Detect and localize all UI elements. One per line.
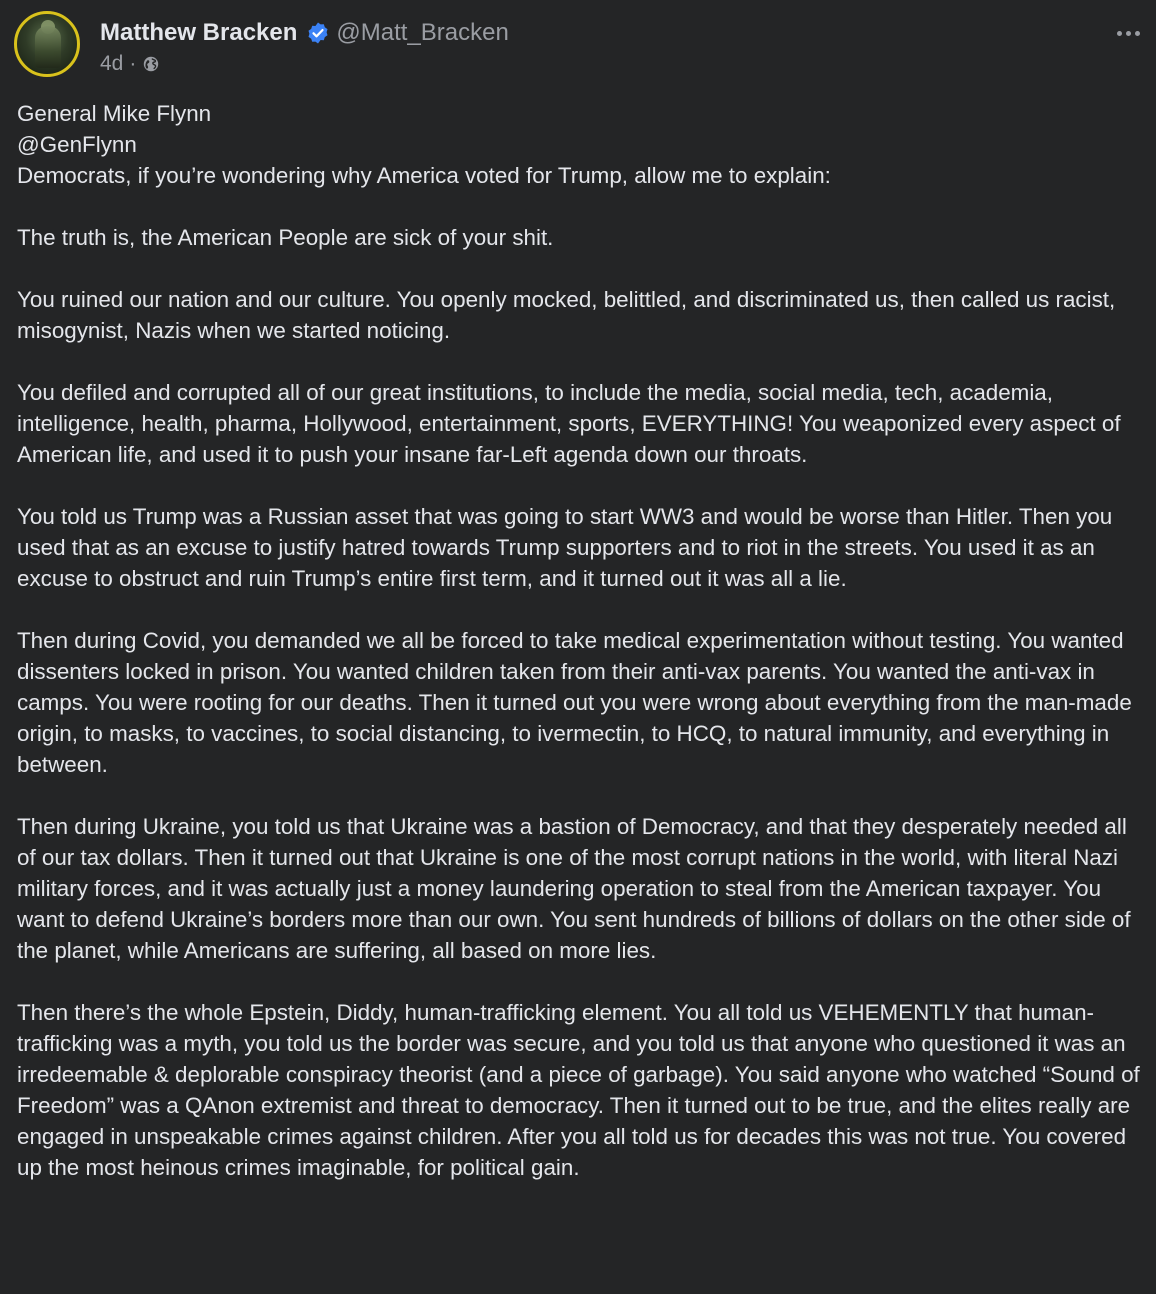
post-intro: Democrats, if you’re wondering why America voted for Trump, allow me to explain: bbox=[17, 163, 831, 188]
meta-separator: · bbox=[129, 52, 137, 75]
more-options-icon[interactable] bbox=[1114, 19, 1142, 47]
post-body bbox=[17, 98, 1141, 1214]
post-paragraph: Then during Ukraine, you told us that Ukraine was a bastion of Democracy, and that they desperately needed all of our tax dollars. Then it turned out that Ukraine is one of the most corrupt nations in the world, with literal Nazi military forces, and it was actually just a money laundering operation to steal from the American taxpayer. You want to defend Ukraine’s borders more than our own. You sent hundreds of billions of dollars on the other side of the planet, while Americans are suffering, all based on more lies. bbox=[17, 814, 1131, 963]
more-dot bbox=[1135, 31, 1140, 36]
post-meta bbox=[100, 51, 160, 77]
quoted-author-name: General Mike Flynn bbox=[17, 101, 212, 126]
post-header bbox=[14, 11, 1142, 83]
post-paragraph: You ruined our nation and our culture. You openly mocked, belittled, and discriminated us, then called us racist, misogynist, Nazis when we started noticing. bbox=[17, 287, 1116, 343]
quoted-author-handle[interactable]: @GenFlynn bbox=[17, 132, 137, 157]
verified-badge-icon bbox=[306, 21, 330, 45]
post-paragraph: Then there’s the whole Epstein, Diddy, human-trafficking element. You all told us VEHEMENTLY that human-trafficking was a myth, you told us the border was secure, and you told us that anyone who questioned it was an irredeemable & deplorable conspiracy theorist (and a piece of garbage). You said anyone who watched “Sound of Freedom” was a QAnon extremist and threat to democracy. Then it turned out to be true, and the elites really are engaged in unspeakable crimes against children. After you all told us for decades this was not true. You covered up the most heinous crimes imaginable, for political gain. bbox=[17, 1000, 1140, 1180]
author-handle[interactable]: @Matt_Bracken bbox=[336, 19, 509, 46]
globe-icon bbox=[142, 55, 160, 73]
post-timestamp[interactable]: 4d bbox=[100, 52, 124, 75]
avatar[interactable] bbox=[14, 11, 80, 77]
post-paragraph: Then during Covid, you demanded we all be forced to take medical experimentation without testing. You wanted dissenters locked in prison. You wanted children taken from their anti-vax parents. You wanted the anti-vax in camps. You were rooting for our deaths. Then it turned out you were wrong about everything from the man-made origin, to masks, to vaccines, to social distancing, to ivermectin, to HCQ, to natural immunity, and everything in between. bbox=[17, 628, 1132, 777]
avatar-figure-body bbox=[35, 26, 61, 68]
author-display-name[interactable]: Matthew Bracken bbox=[100, 19, 298, 46]
post-paragraph: The truth is, the American People are sick of your shit. bbox=[17, 225, 554, 250]
more-dot bbox=[1126, 31, 1131, 36]
post-paragraph: You told us Trump was a Russian asset that was going to start WW3 and would be worse than Hitler. Then you used that as an excuse to justify hatred towards Trump supporters and to riot in the streets. You used it as an excuse to obstruct and ruin Trump’s entire first term, and it turned out it was all a lie. bbox=[17, 504, 1113, 591]
more-dot bbox=[1117, 31, 1122, 36]
author-row bbox=[100, 17, 509, 49]
post-paragraph: You defiled and corrupted all of our great institutions, to include the media, social media, tech, academia, intelligence, health, pharma, Hollywood, entertainment, sports, EVERYTHING! You weaponized every aspect of American life, and used it to push your insane far-Left agenda down our throats. bbox=[17, 380, 1121, 467]
